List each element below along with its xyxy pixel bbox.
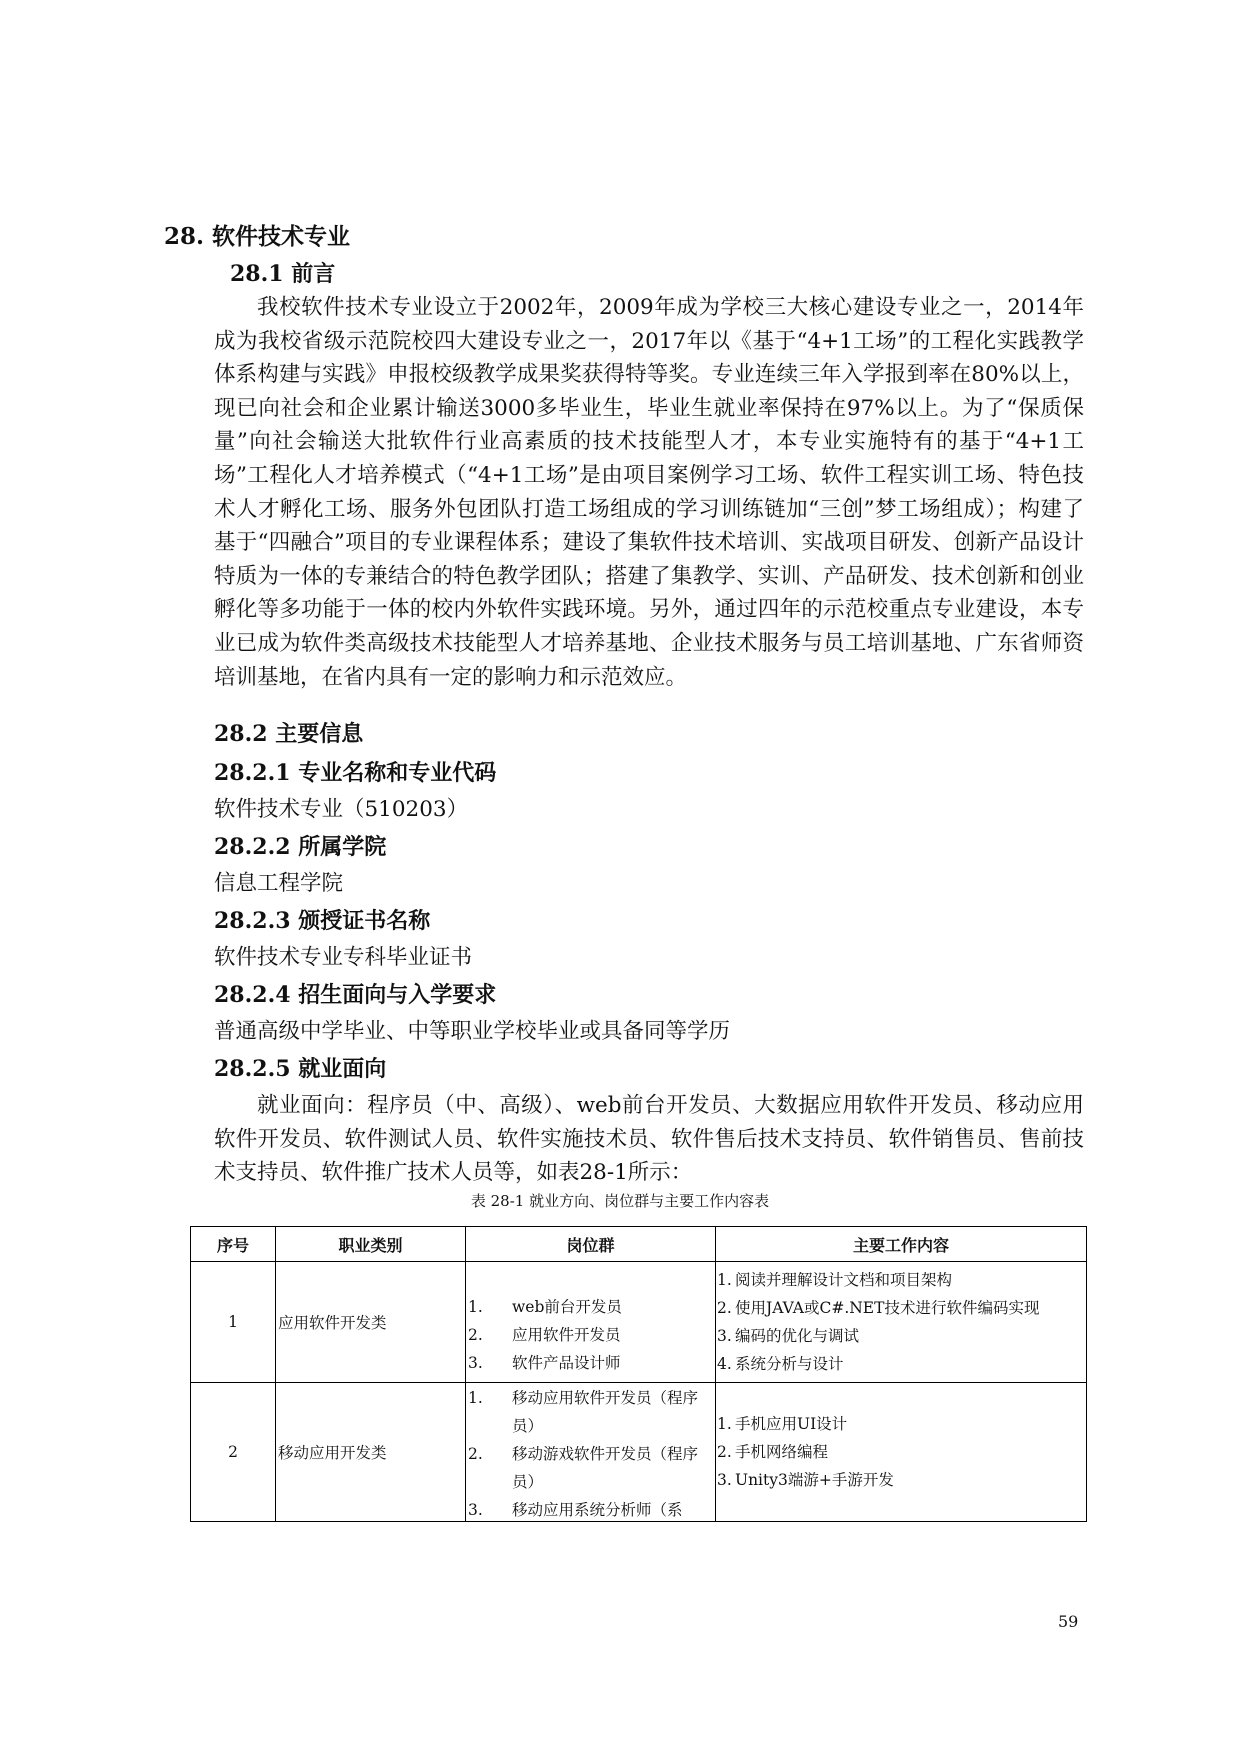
subsection-title-preface: 28.1 前言	[230, 261, 336, 287]
certificate-value: 软件技术专业专科毕业证书	[214, 945, 473, 970]
header-positions: 岗位群	[466, 1227, 716, 1262]
employment-table	[190, 1226, 1087, 1522]
employment-paragraph: 就业面向：程序员（中、高级）、web前台开发员、大数据应用软件开发员、移动应用软件开发员、软件测试人员、软件实施技术员、软件售后技术支持员、软件销售员、售前技术支持员、软件推广技术人员等，如表28-1所示：	[214, 1093, 1084, 1186]
intro-paragraph: 我校软件技术专业设立于2002年，2009年成为学校三大核心建设专业之一，2014年成为我校省级示范院校四大建设专业之一，2017年以《基于“4+1工场”的工程化实践教学体系构建与实践》申报校级教学成果奖获得特等奖。专业连续三年入学报到率在80%以上，现已向社会和企业累计输送3000多毕业生，毕业生就业率保持在97%以上。为了“保质保量”向社会输送大批软件行业高素质的技术技能型人才，本专业实施特有的基于“4+1工场”工程化人才培养模式（“4+1工场”是由项目案例学习工场、软件工程实训工场、特色技术人才孵化工场、服务外包团队打造工场组成的学习训练链加“三创”梦工场组成）；构建了基于“四融合”项目的专业课程体系；建设了集软件技术培训、实战项目研发、创新产品设计特质为一体的专兼结合的特色教学团队；搭建了集教学、实训、产品研发、技术创新和创业孵化等多功能于一体的校内外软件实践环境。另外，通过四年的示范校重点专业建设，本专业已成为软件类高级技术技能型人才培养基地、企业技术服务与员工培训基地、广东省师资培训基地，在省内具有一定的影响力和示范效应。	[214, 295, 1084, 690]
list-item: 2. 移动游戏软件开发员（程序员）	[468, 1445, 699, 1491]
header-duties: 主要工作内容	[716, 1227, 1087, 1262]
heading-college: 28.2.2 所属学院	[214, 834, 387, 860]
row-seq: 1	[191, 1262, 276, 1383]
list-item: 3. Unity3端游+手游开发	[717, 1471, 894, 1489]
list-item: 3. 移动应用系统分析师（系	[468, 1501, 683, 1519]
major-name-value: 软件技术专业（510203）	[214, 797, 469, 822]
table-row	[191, 1262, 1087, 1383]
college-value: 信息工程学院	[214, 871, 344, 896]
row-duties	[716, 1262, 1087, 1383]
list-item: 3. 编码的优化与调试	[717, 1327, 860, 1345]
page-number: 59	[1058, 1612, 1079, 1631]
table-row	[191, 1383, 1087, 1522]
list-item: 1. 移动应用软件开发员（程序员）	[468, 1389, 699, 1435]
table-header-row	[191, 1227, 1087, 1262]
list-item: 2. 使用JAVA或C#.NET技术进行软件编码实现	[717, 1299, 1040, 1317]
heading-main-info: 28.2 主要信息	[214, 721, 364, 747]
header-category: 职业类别	[276, 1227, 466, 1262]
row-category: 移动应用开发类	[276, 1383, 466, 1522]
list-item: 4. 系统分析与设计	[717, 1355, 844, 1373]
heading-major-name: 28.2.1 专业名称和专业代码	[214, 760, 497, 786]
row-category: 应用软件开发类	[276, 1262, 466, 1383]
table-caption: 表 28-1 就业方向、岗位群与主要工作内容表	[470, 1192, 770, 1210]
enrollment-value: 普通高级中学毕业、中等职业学校毕业或具备同等学历	[214, 1019, 731, 1044]
list-item: 3. 软件产品设计师	[468, 1354, 621, 1372]
list-item: 1. 阅读并理解设计文档和项目架构	[717, 1271, 953, 1289]
list-item: 2. 应用软件开发员	[468, 1326, 621, 1344]
list-item: 1. web前台开发员	[468, 1298, 622, 1316]
heading-certificate: 28.2.3 颁授证书名称	[214, 908, 431, 934]
heading-employment: 28.2.5 就业面向	[214, 1056, 387, 1082]
row-duties	[716, 1383, 1087, 1522]
row-positions	[466, 1262, 716, 1383]
section-title: 28. 软件技术专业	[164, 223, 351, 250]
list-item: 2. 手机网络编程	[717, 1443, 829, 1461]
list-item: 1. 手机应用UI设计	[717, 1415, 848, 1433]
heading-enrollment: 28.2.4 招生面向与入学要求	[214, 982, 497, 1008]
row-positions	[466, 1383, 716, 1522]
row-seq: 2	[191, 1383, 276, 1522]
header-seq: 序号	[191, 1227, 276, 1262]
